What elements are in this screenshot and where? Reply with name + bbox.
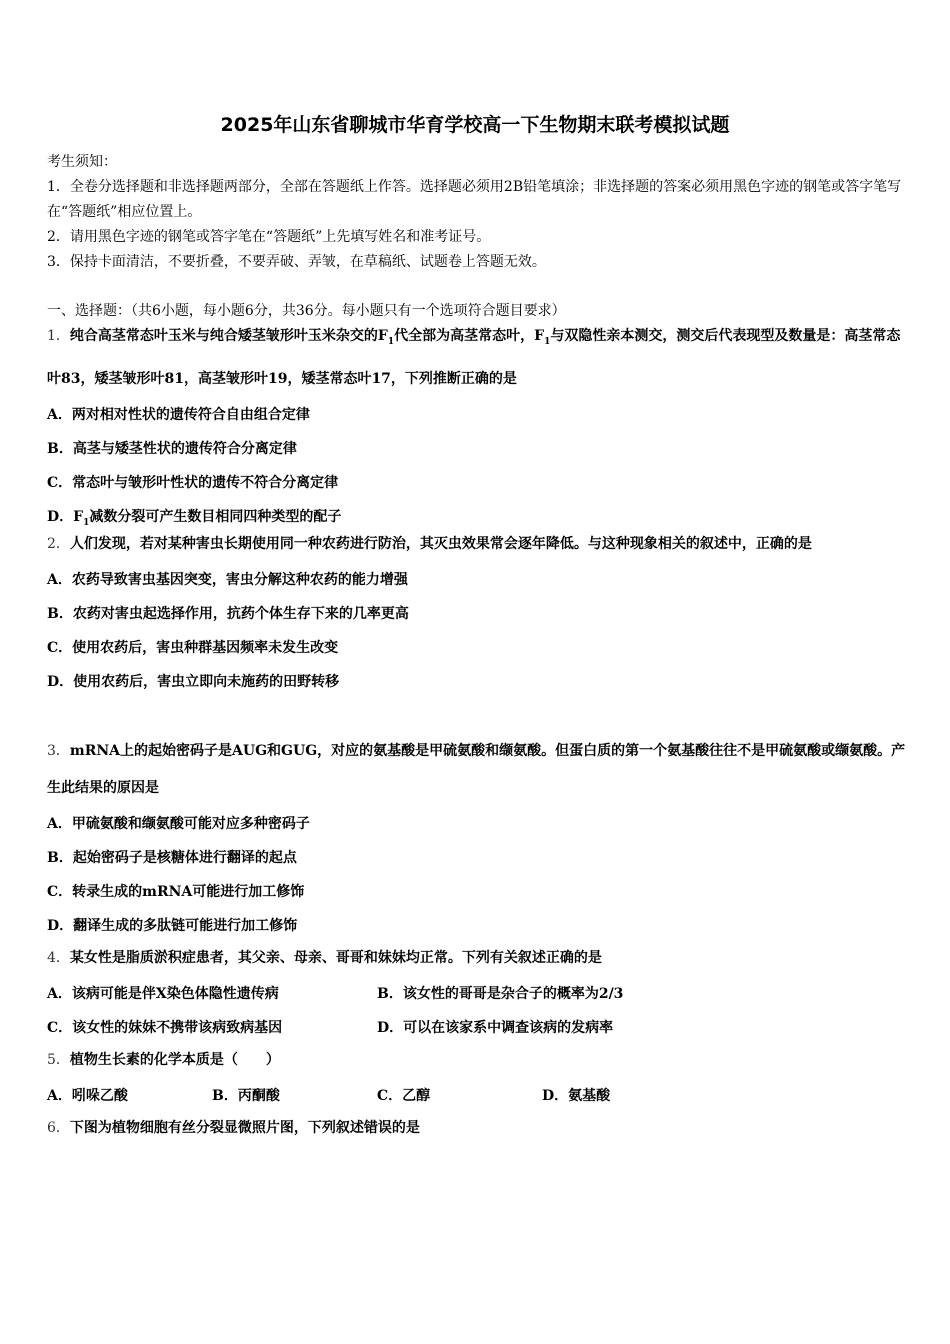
- option-c[interactable]: C．乙醇: [377, 1088, 431, 1104]
- subscript: 1: [544, 336, 551, 347]
- stem-text: 某女性是脂质淤积症患者，其父亲、母亲、哥哥和妹妹均正常。下列有关叙述正确的是: [69, 950, 602, 966]
- question-stem: [47, 1110, 907, 1147]
- question-number: 6．: [47, 1120, 70, 1136]
- option-b[interactable]: B．农药对害虫起选择作用，抗药个体生存下来的几率更高: [47, 606, 409, 622]
- option-a[interactable]: A．吲哚乙酸: [47, 1088, 128, 1104]
- question-4: [47, 940, 907, 1045]
- exam-notice: [47, 150, 907, 275]
- subscript: 1: [83, 517, 90, 528]
- option-text: 减数分裂可产生数目相同四种类型的配子: [89, 508, 342, 525]
- question-number: 2．: [47, 536, 70, 552]
- question-stem: [47, 526, 907, 563]
- option-d[interactable]: D．翻译生成的多肽链可能进行加工修饰: [47, 918, 298, 934]
- question-2: [47, 526, 907, 699]
- option-text: D．F: [47, 508, 84, 525]
- option-c[interactable]: C．转录生成的mRNA可能进行加工修饰: [47, 884, 305, 900]
- question-1: [47, 318, 907, 540]
- question-number: 5．: [47, 1052, 70, 1068]
- stem-text: 人们发现，若对某种害虫长期使用同一种农药进行防治，其灭虫效果常会逐年降低。与这种现象相关的叙述中，正确的是: [69, 536, 812, 552]
- option-a[interactable]: A．农药导致害虫基因突变，害虫分解这种农药的能力增强: [47, 572, 408, 588]
- option-d[interactable]: D．氨基酸: [542, 1088, 611, 1104]
- section-header: 一、选择题：（共6小题，每小题6分，共36分。每小题只有一个选项符合题目要求）: [47, 303, 566, 319]
- stem-text: 纯合高茎常态叶玉米与纯合矮茎皱形叶玉米杂交的F: [69, 328, 388, 344]
- question-6: [47, 1110, 907, 1147]
- notice-item: 2．请用黑色字迹的钢笔或答字笔在“答题纸”上先填写姓名和准考证号。: [47, 229, 491, 245]
- option-row: [47, 1079, 907, 1113]
- option-a[interactable]: A．该病可能是伴X染色体隐性遗传病: [47, 986, 279, 1002]
- question-number: 4．: [47, 950, 70, 966]
- option-b[interactable]: B．该女性的哥哥是杂合子的概率为2/3: [377, 986, 624, 1002]
- option-row: [47, 1011, 907, 1045]
- option-a[interactable]: A．两对相对性状的遗传符合自由组合定律: [47, 406, 310, 423]
- stem-text: 下图为植物细胞有丝分裂显微照片图，下列叙述错误的是: [69, 1120, 420, 1136]
- option-b[interactable]: B．丙酮酸: [212, 1088, 280, 1104]
- option-d[interactable]: D．使用农药后，害虫立即向未施药的田野转移: [47, 674, 340, 690]
- subscript: 1: [387, 336, 395, 347]
- question-3: [47, 733, 907, 943]
- option-row: [47, 977, 907, 1011]
- question-number: 3．: [47, 743, 70, 759]
- stem-text: 植物生长素的化学本质是（ ）: [69, 1052, 280, 1068]
- page-title: 2025年山东省聊城市华育学校高一下生物期末联考模拟试题: [220, 114, 730, 136]
- question-number: 1．: [47, 328, 70, 344]
- question-stem: [47, 1042, 907, 1079]
- question-stem: [47, 940, 907, 977]
- stem-text: 代全部为高茎常态叶，F: [394, 328, 545, 344]
- option-a[interactable]: A．甲硫氨酸和缬氨酸可能对应多种密码子: [47, 816, 310, 832]
- option-c[interactable]: C．常态叶与皱形叶性状的遗传不符合分离定律: [47, 474, 339, 491]
- option-b[interactable]: B．高茎与矮茎性状的遗传符合分离定律: [47, 440, 297, 457]
- option-c[interactable]: C．使用农药后，害虫种群基因频率未发生改变: [47, 640, 339, 656]
- question-stem: [47, 318, 907, 398]
- option-d[interactable]: D．可以在该家系中调查该病的发病率: [377, 1020, 614, 1036]
- notice-heading: 考生须知：: [47, 154, 117, 170]
- option-c[interactable]: C．该女性的妹妹不携带该病致病基因: [47, 1020, 283, 1036]
- question-stem: [47, 733, 907, 807]
- notice-item: 1．全卷分选择题和非选择题两部分，全部在答题纸上作答。选择题必须用2B铅笔填涂；非选择题的答案必须用黑色字迹的钢笔或答字笔写在“答题纸”相应位置上。: [47, 179, 902, 220]
- option-b[interactable]: B．起始密码子是核糖体进行翻译的起点: [47, 850, 297, 866]
- stem-text: mRNA上的起始密码子是AUG和GUG，对应的氨基酸是甲硫氨酸和缬氨酸。但蛋白质的第一个氨基酸往往不是甲硫氨酸或缬氨酸。产生此结果的原因是: [47, 743, 906, 796]
- question-5: [47, 1042, 907, 1113]
- notice-item: 3．保持卡面清洁，不要折叠，不要弄破、弄皱，在草稿纸、试题卷上答题无效。: [47, 254, 546, 270]
- stem-text: 与双隐性亲本测交，测交后代表现型及数量是：高茎常态叶83，矮茎皱形叶81，高茎皱形叶19，矮茎常态叶17，下列推断正确的是: [47, 328, 901, 387]
